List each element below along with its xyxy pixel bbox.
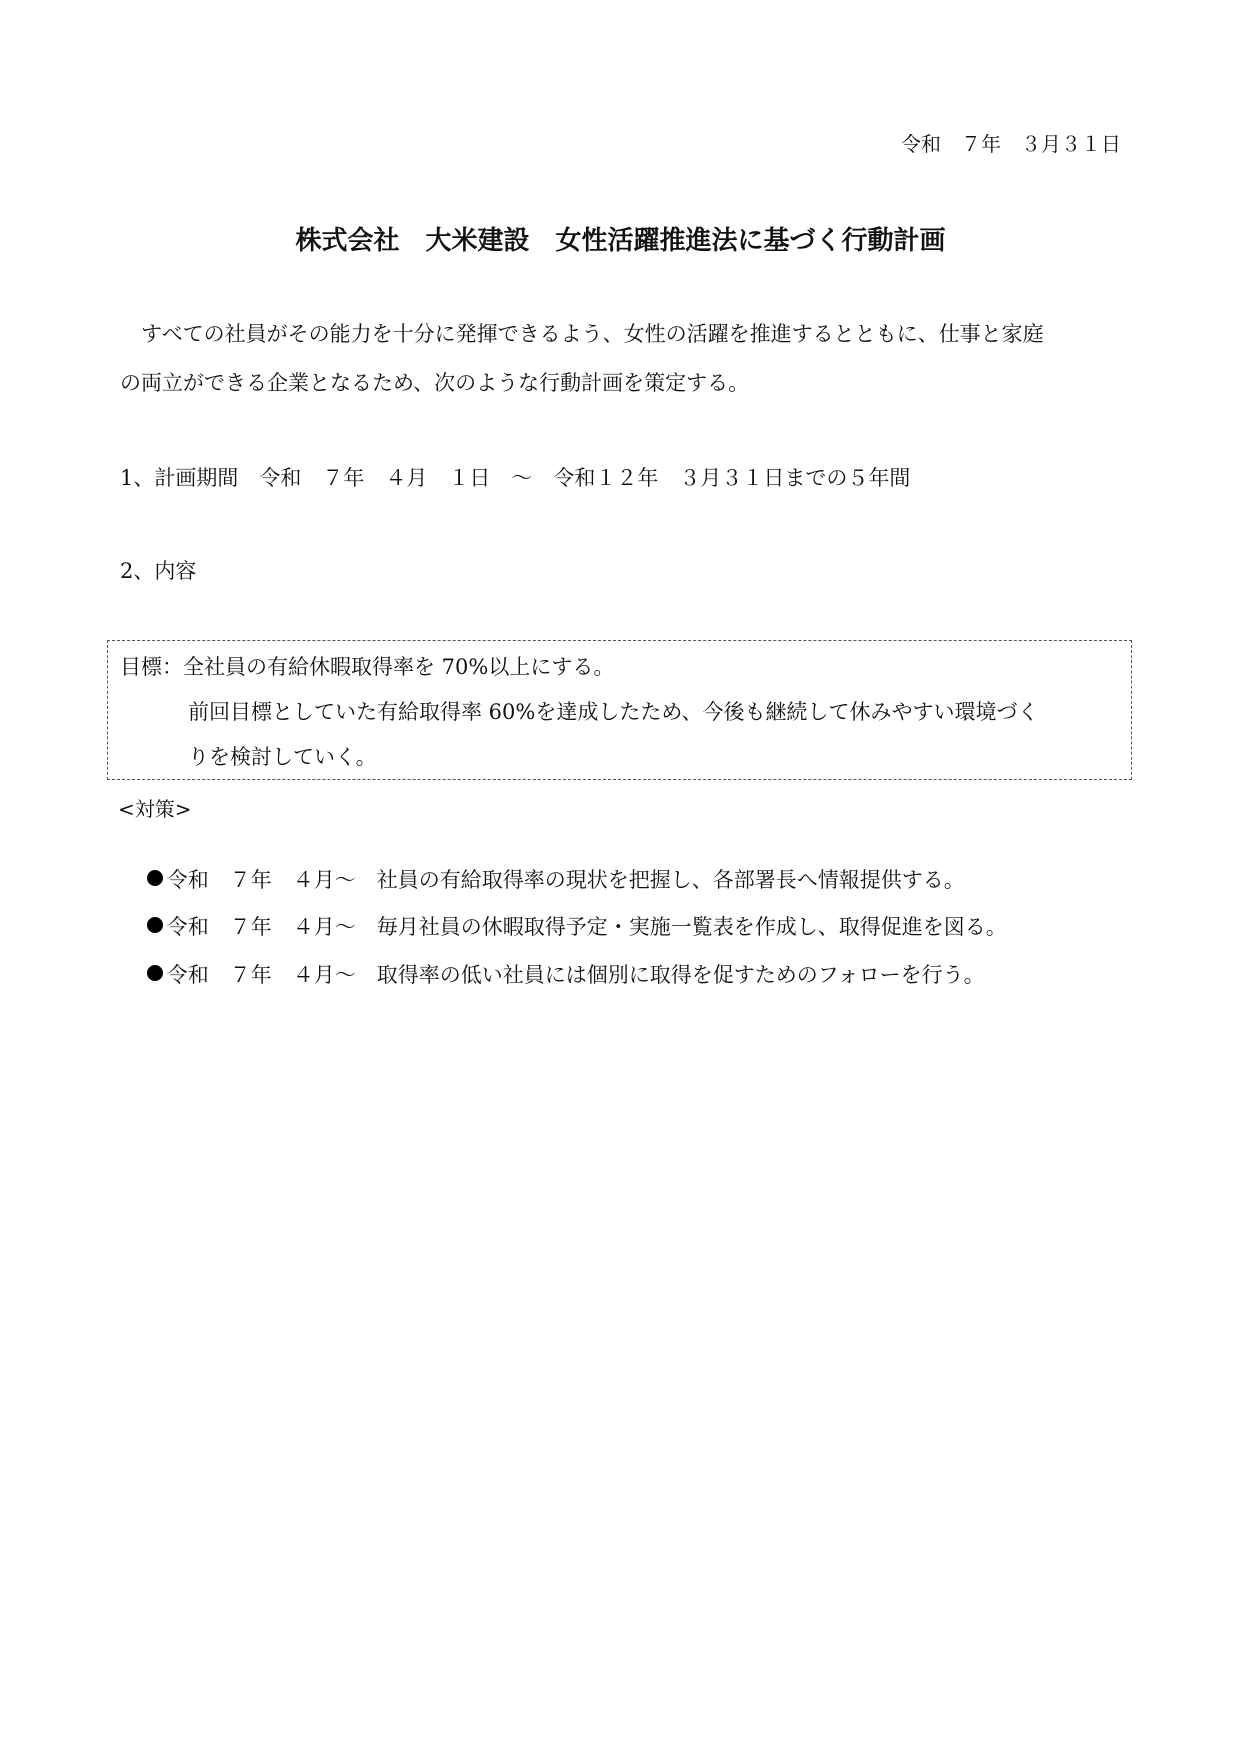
goal-line-3: りを検討していく。 [188, 745, 377, 769]
plan-period: 1、計画期間 令和 ７年 ４月 １日 ～ 令和１２年 ３月３１日までの５年間 [120, 466, 911, 490]
measure-item [120, 935, 985, 1013]
filled-circle-icon [147, 917, 163, 933]
goal-box [107, 640, 1132, 780]
measure-text: 令和 ７年 ４月～ 社員の有給取得率の現状を把握し、各部署長へ情報提供する。 [166, 868, 965, 892]
document-date: 令和 ７年 ３月３１日 [901, 132, 1121, 156]
goal-line-2: 前回目標としていた有給取得率 60%を達成したため、今後も継続して休みやすい環境づく [188, 700, 1039, 724]
filled-circle-icon [147, 965, 163, 981]
intro-line-2: の両立ができる企業となるため、次のような行動計画を策定する。 [120, 371, 750, 395]
intro-line-1: すべての社員がその能力を十分に発揮できるよう、女性の活躍を推進するとともに、仕事と家庭 [120, 322, 1044, 346]
measure-text: 令和 ７年 ４月～ 取得率の低い社員には個別に取得を促すためのフォローを行う。 [166, 963, 985, 987]
document-title: 株式会社 大米建設 女性活躍推進法に基づく行動計画 [295, 226, 946, 256]
measures-heading: <対策> [118, 797, 192, 821]
filled-circle-icon [147, 870, 163, 886]
goal-line-1: 目標：全社員の有給休暇取得率を 70%以上にする。 [120, 655, 615, 679]
measure-text: 令和 ７年 ４月～ 毎月社員の休暇取得予定・実施一覧表を作成し、取得促進を図る。 [166, 915, 1007, 939]
content-heading: 2、内容 [120, 559, 197, 583]
